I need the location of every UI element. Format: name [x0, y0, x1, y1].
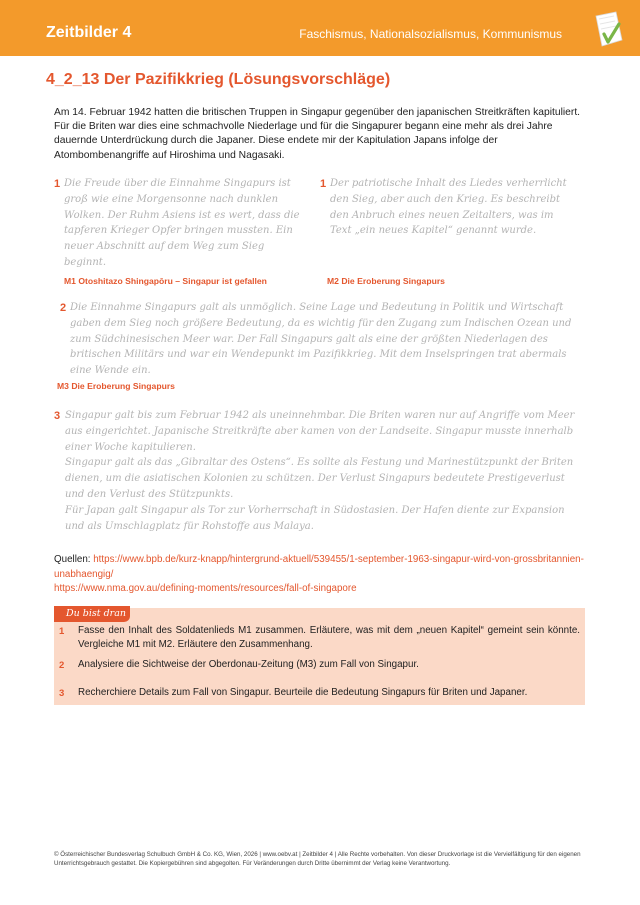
task-heading-tab	[54, 606, 130, 622]
brand-title: Zeitbilder 4	[46, 24, 132, 41]
answer-number: 2	[60, 302, 67, 314]
intro-paragraph: Am 14. Februar 1942 hatten die britischen Truppen in Singapur gegenüber den japanischen Streitkräften kapituliert. Für die Briten war dies eine schmachvolle Niederlage und für die Singapurer begann eine mehr als drei Jahre dauernde Unterdrückung durch die Japaner. Diese endete mir der Kapitulation Japans infolge der Atombombenangriffe auf Hiroshima und Nagasaki.	[54, 107, 581, 161]
source-link[interactable]: https://www.nma.gov.au/defining-moments/resources/fall-of-singapore	[54, 583, 357, 594]
page-title: 4_2_13 Der Pazifikkrieg (Lösungsvorschläge)	[46, 71, 391, 88]
task-number: 1	[59, 626, 65, 637]
caption-m1: M1 Otoshitazo Shingapōru – Singapur ist gefallen	[64, 276, 267, 286]
task-text: Recherchiere Details zum Fall von Singapur. Beurteile die Bedeutung Singapurs für Briten und Japaner.	[78, 687, 528, 698]
answer-number: 1	[320, 178, 327, 190]
footer-copyright: © Österreichischer Bundesverlag Schulbuch GmbH & Co. KG, Wien, 2026 | www.oebv.at | Zeitbilder 4 | Alle Rechte vorbehalten. Von dieser Druckvorlage ist die Vervielfältigung für den eigenen Unterrichtsgebrauch gestattet. Die Kopiergebühren sind abgegolten. Für Veränderungen durch Dritte übernimmt der Verlag keine Verantwortung.	[54, 851, 581, 867]
answer-paragraph: Für Japan galt Singapur als Tor zur Vorherrschaft in Südostasien. Der Hafen diente zur Expansion und als Umschlagplatz für Rohstoffe aus Malaya.	[65, 504, 565, 532]
task-text: Analysiere die Sichtweise der Oberdonau-Zeitung (M3) zum Fall von Singapur.	[78, 659, 419, 670]
answer-number: 3	[54, 410, 61, 422]
answer-paragraph: Singapur galt bis zum Februar 1942 als uneinnehmbar. Die Briten waren nur auf Angriffe vom Meer aus eingerichtet. Japanische Streitkräfte aber kamen von der Landseite. Singapur musste innerhalb einer Woche kapitulieren.	[65, 410, 575, 453]
answer-text-task3	[65, 408, 583, 534]
answer-number: 1	[54, 178, 61, 190]
task-heading: Du bist dran	[66, 608, 126, 619]
header-topic: Faschismus, Nationalsozialismus, Kommunismus	[299, 27, 562, 41]
answer-text-m3: Die Einnahme Singapurs galt als unmöglich. Seine Lage und Bedeutung in Politik und Wirtschaft gaben dem Sieg noch größere Bedeutung, da es wichtig für den Zugang zum Indischen Ozean und zum Südchinesischen Meer war. Der Fall Singapurs galt als eine der größten Niederlagen des britischen Militärs und war ein Wendepunkt im Pazifikkrieg. Mit dem Inselspringen trat abermals eine Wende ein.	[70, 302, 572, 377]
caption-m3: M3 Die Eroberung Singapurs	[57, 381, 175, 391]
source-link[interactable]: https://www.bpb.de/kurz-knapp/hintergrund-aktuell/539455/1-september-1963-singapur-wird-von-grossbritannien-unabhaengig/	[54, 554, 584, 580]
sources-label: Quellen:	[54, 554, 91, 565]
document-check-icon	[592, 10, 626, 50]
task-number: 3	[59, 688, 65, 699]
task-number: 2	[59, 660, 65, 671]
answer-text-m1: Die Freude über die Einnahme Singapurs ist groß wie eine Morgensonne nach dunklen Wolken. Der Ruhm Asiens ist es wert, dass die tapferen Krieger Opfer bringen mussten. Ein neuer Abschnitt auf dem Weg zum Sieg beginnt.	[64, 178, 300, 268]
answer-paragraph: Singapur galt als das „Gibraltar des Ostens“. Es sollte als Festung und Marinestützpunkt der Briten dienen, um die asiatischen Kolonien zu schützen. Der Verlust Singapurs bedeutete Prestigeverlust und den Verlust des Stützpunkts.	[65, 457, 574, 500]
answer-text-m2: Der patriotische Inhalt des Liedes verherrlicht den Sieg, aber auch den Krieg. Es beschreibt den Anbruch eines neuen Zeitalters, was im Text „ein neues Kapitel“ genannt wurde.	[330, 178, 567, 237]
page-header	[0, 0, 640, 56]
caption-m2: M2 Die Eroberung Singapurs	[327, 276, 445, 286]
sources	[54, 553, 594, 597]
task-text: Fasse den Inhalt des Soldatenlieds M1 zusammen. Erläutere, was mit dem „neuen Kapitel“ gemeint sein könnte. Vergleiche M1 mit M2. Erläutere den Zusammenhang.	[78, 625, 580, 650]
task-box	[54, 608, 585, 705]
